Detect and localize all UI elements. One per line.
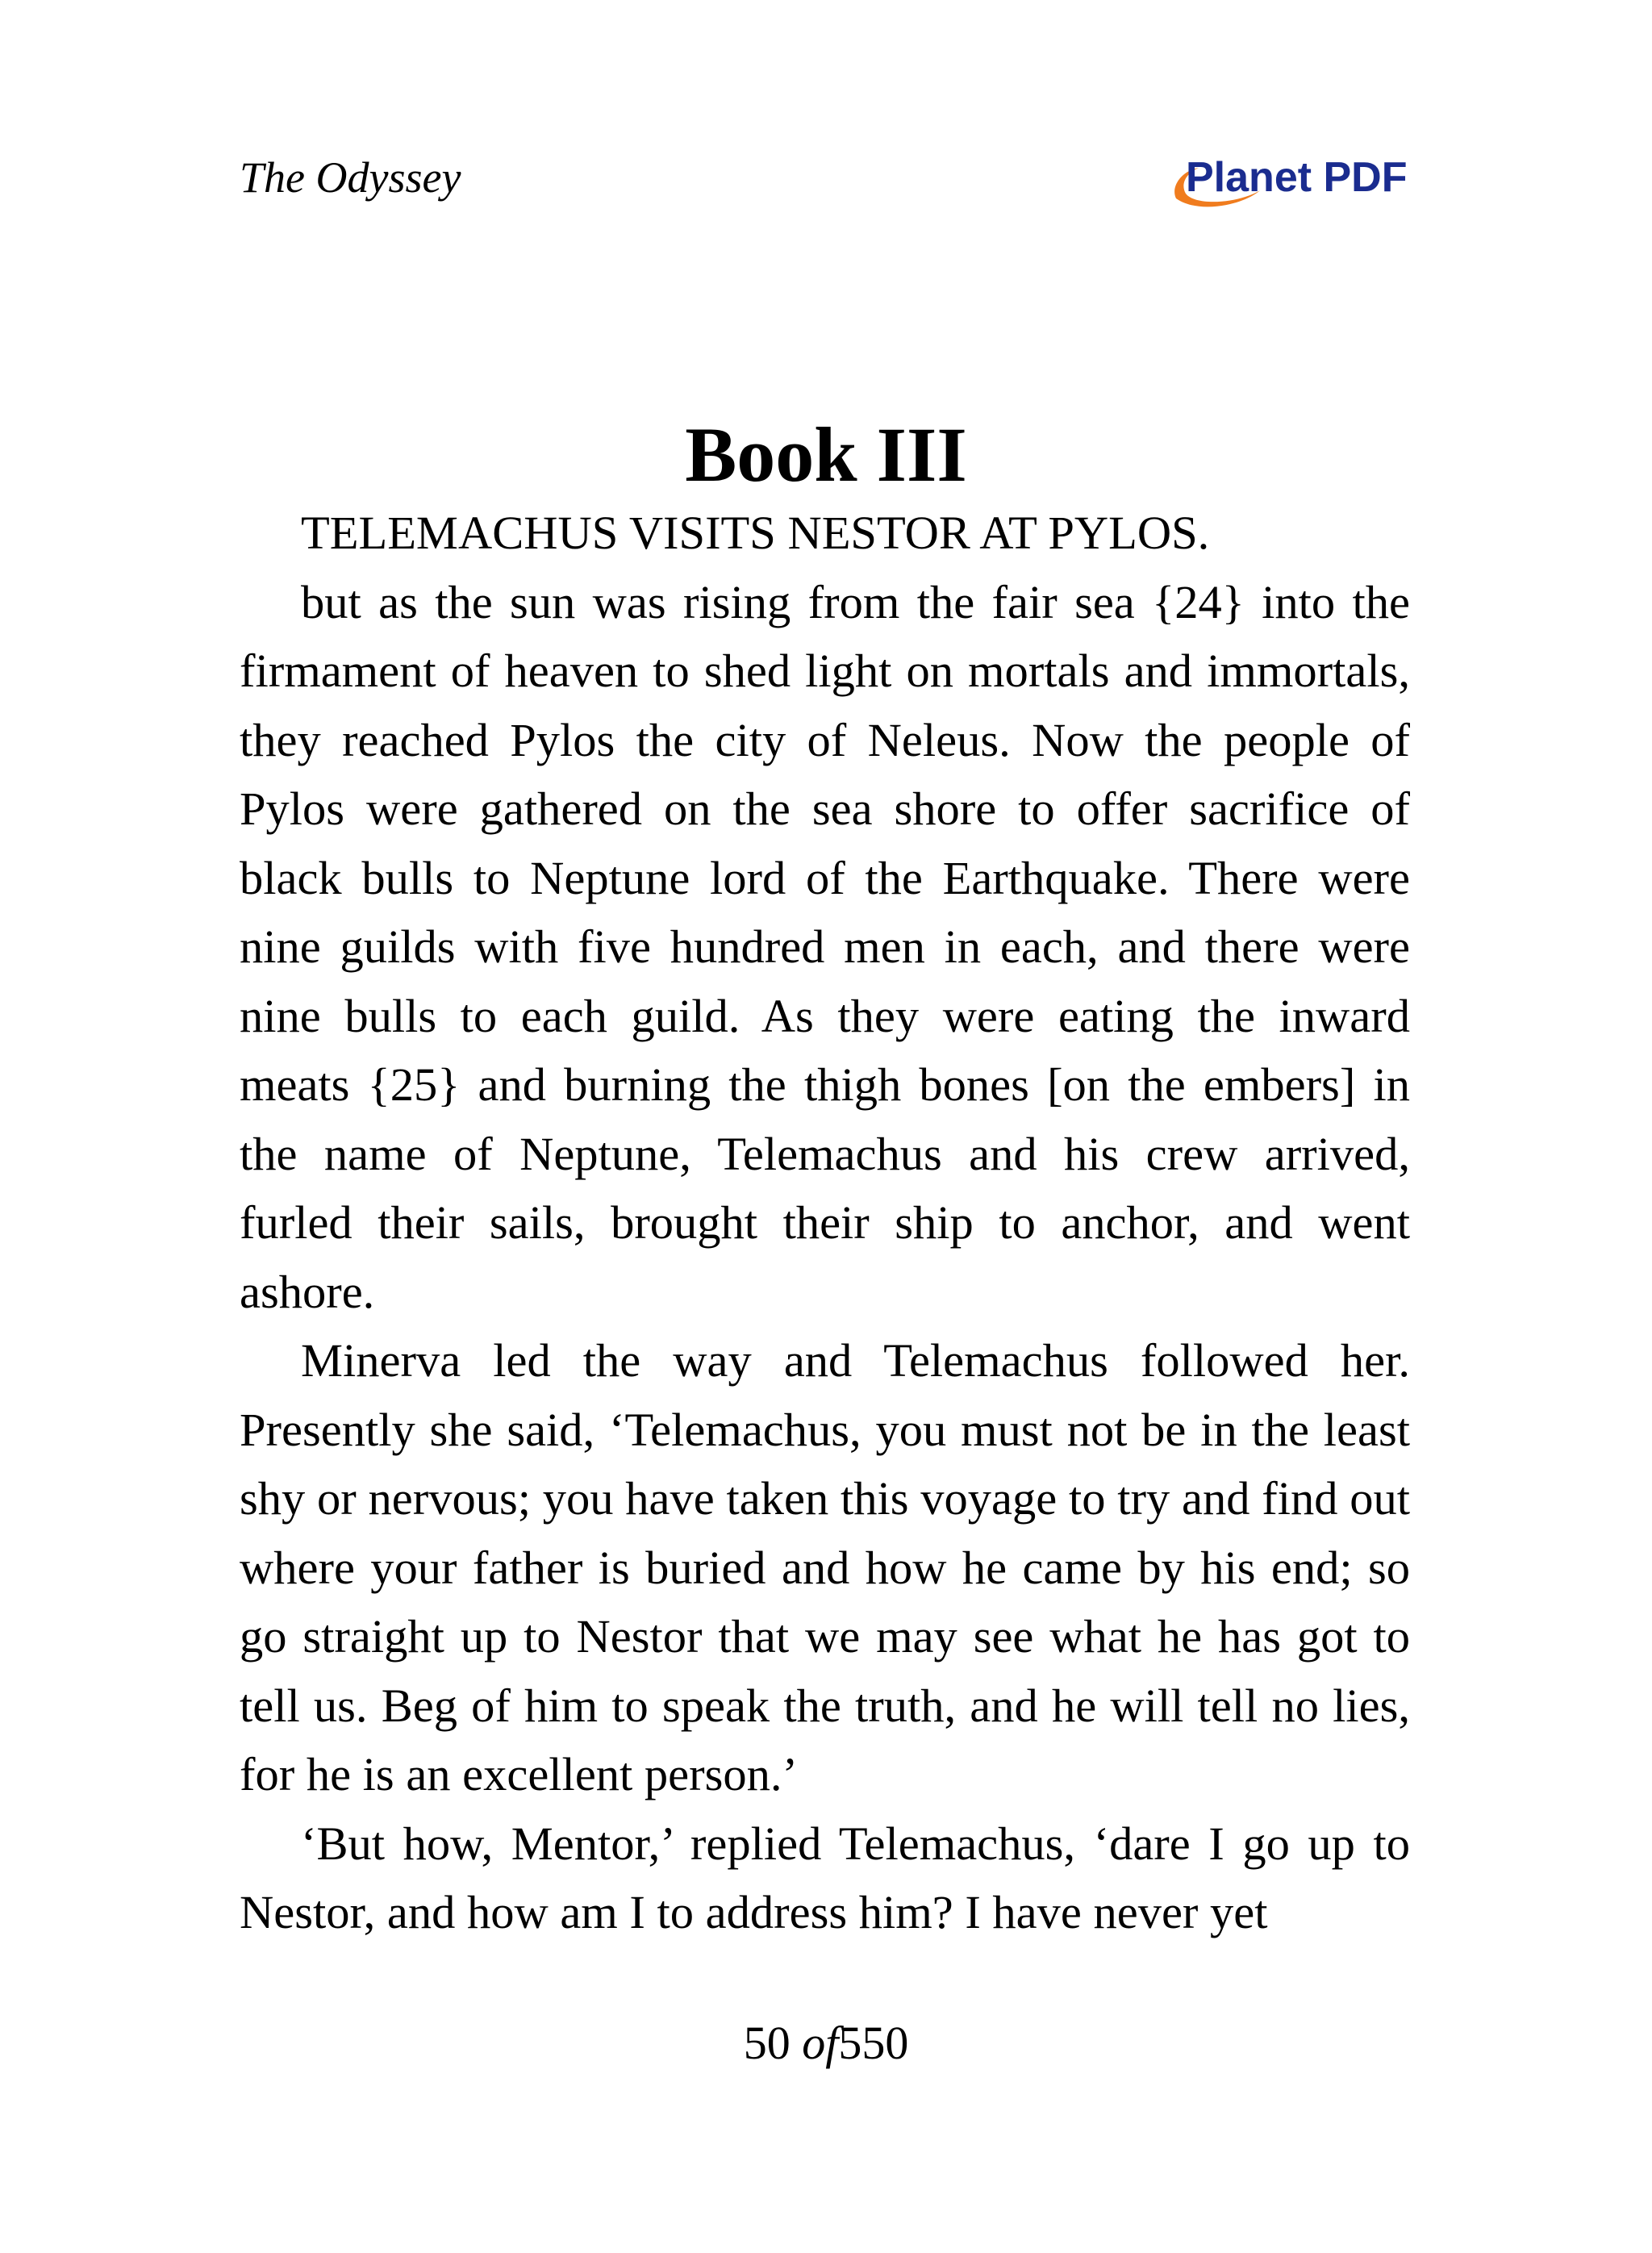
- current-page: 50: [743, 2017, 791, 2069]
- planet-pdf-logo: [1166, 148, 1408, 213]
- total-pages: 550: [838, 2017, 909, 2069]
- of-label: of: [802, 2017, 839, 2069]
- paragraph-3: Minerva led the way and Telemachus followed her. Presently she said, ‘Telemachus, you must not be in the least shy or nervous; you have taken this voyage to try and find out where your father is buried and how he came by his end; so go straight up to Nestor that we may see what he has got to tell us. Beg of him to speak the truth, and he will tell no lies, for he is an excellent person.’: [240, 1334, 1410, 1800]
- paragraph-2: but as the sun was rising from the fair sea {24} into the firmament of heaven to shed light on mortals and immortals, they reached Pylos the city of Neleus. Now the people of Pylos were gathered on the sea shore to offer sacrifice of black bulls to Neptune lord of the Earthquake. There were nine guilds with five hundred men in each, and there were nine bulls to each guild. As they were eating the inward meats {25} and burning the thigh bones [on the embers] in the name of Neptune, Telemachus and his crew arrived, furled their sails, brought their ship to anchor, and went ashore.: [240, 575, 1410, 1318]
- brand-text: Planet PDF: [1186, 154, 1408, 201]
- running-header-title: The Odyssey: [240, 153, 461, 202]
- chapter-title: Book III: [685, 411, 967, 499]
- paragraph-4: ‘But how, Mentor,’ replied Telemachus, ‘dare I go up to Nestor, and how am I to address him? I have never yet: [240, 1817, 1410, 1938]
- body-text: [240, 499, 1410, 1947]
- paragraph-1: TELEMACHUS VISITS NESTOR AT PYLOS.: [301, 507, 1210, 559]
- page-number: [0, 2015, 1652, 2072]
